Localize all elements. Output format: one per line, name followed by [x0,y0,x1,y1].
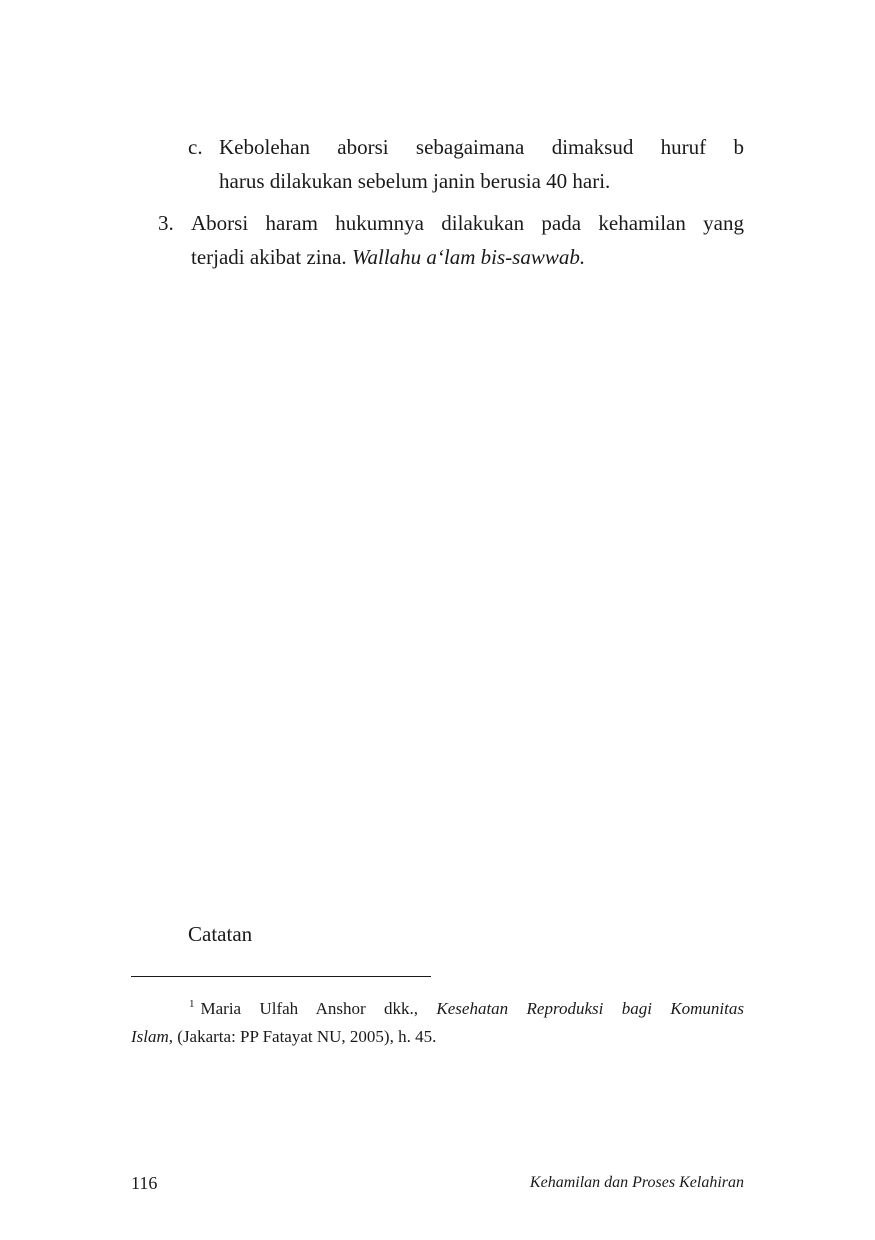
footnote [131,990,744,1051]
list-marker: 3. [158,211,174,235]
footnote-line [131,990,744,1023]
footnote-divider [131,976,431,977]
list-item-line: Kebolehan aborsi sebagaimana dimaksud huruf b [219,135,744,159]
list-sub-item-c [188,130,744,198]
list-item-line: Aborsi haram hukumnya dilakukan pada kehamilan yang [191,211,744,235]
notes-heading: Catatan [188,922,253,946]
list-item-3 [158,206,744,274]
footnote-publication: , (Jakarta: PP Fatayat NU, 2005), h. 45. [168,1027,437,1046]
list-marker: c. [188,135,203,159]
footnote-title: Kesehatan Reproduksi bagi Komunitas [436,999,744,1018]
page-number: 116 [131,1173,158,1193]
list-item-line: harus dilakukan sebelum janin berusia 40 hari. [219,169,611,193]
closing-phrase: Wallahu a‘lam bis-sawwab. [351,245,586,269]
page-footer [131,1168,744,1198]
list-item-text: terjadi akibat zina. [191,245,352,269]
running-title: Kehamilan dan Proses Kelahiran [529,1174,744,1191]
footnote-title-continued: Islam [131,1027,169,1046]
footnote-author: Maria Ulfah Anshor dkk., [200,999,437,1018]
list-item-line [191,240,744,274]
list-item-content [191,206,744,274]
list-item-content [219,130,744,198]
footnote-line [131,1023,744,1051]
footnote-number: 1 [189,998,195,1010]
